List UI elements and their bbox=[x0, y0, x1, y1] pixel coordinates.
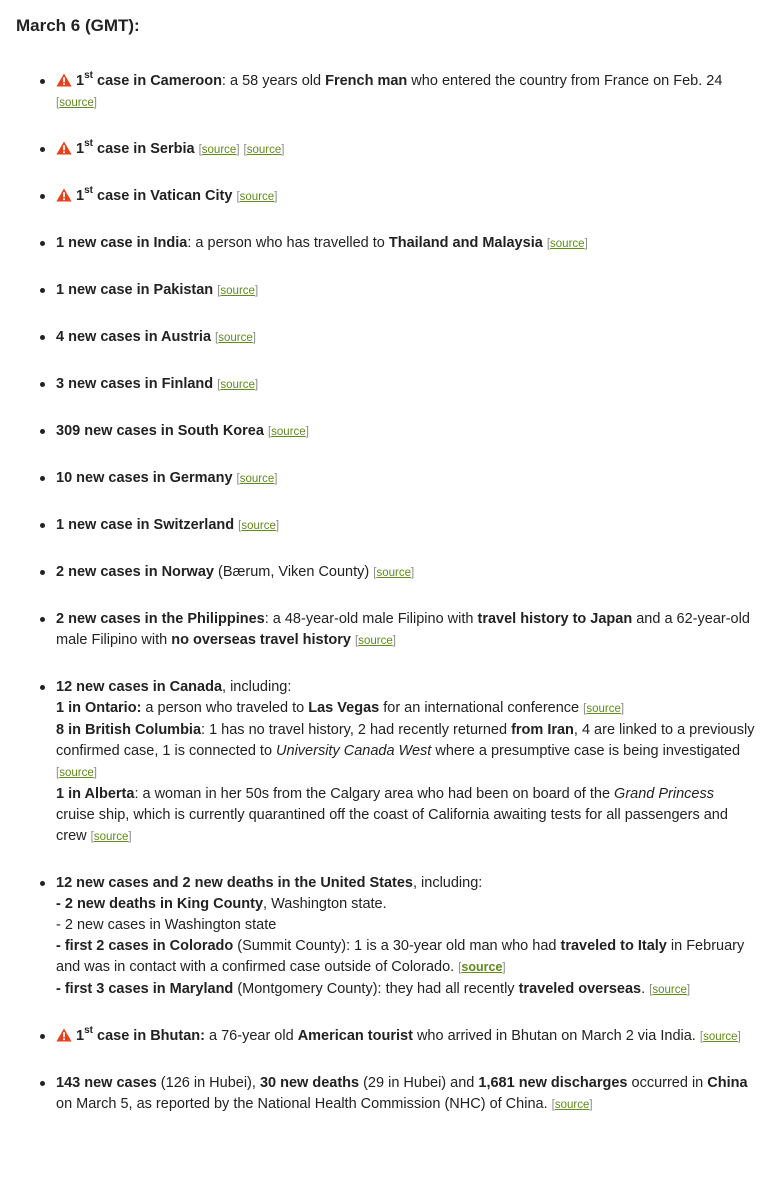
list-item-finland: 3 new cases in Finland [source] bbox=[56, 374, 756, 396]
us-maryland-line: - first 3 cases in Maryland (Montgomery County): they had all recently traveled overseas. [source] bbox=[56, 981, 691, 997]
list-item-switzerland: 1 new case in Switzerland [source] bbox=[56, 515, 756, 537]
list-item-austria: 4 new cases in Austria [source] bbox=[56, 327, 756, 349]
warning-icon bbox=[56, 73, 72, 87]
source-link[interactable]: source bbox=[376, 567, 411, 579]
canada-bc-line: 8 in British Columbia: 1 has no travel history, 2 had recently returned from Iran, 4 are linked to a previously confirmed case, 1 is connected to University Canada West where a presumptive case is being investigated [source] bbox=[56, 722, 755, 779]
source-link[interactable]: source bbox=[461, 960, 503, 974]
source-link[interactable]: source bbox=[550, 238, 585, 250]
source-link[interactable]: source bbox=[239, 191, 275, 203]
list-item-china: 143 new cases (126 in Hubei), 30 new deaths (29 in Hubei) and 1,681 new discharges occurred in China on March 5, as reported by the National Health Commission (NHC) of China. [source] bbox=[56, 1073, 756, 1116]
source-link[interactable]: source bbox=[703, 1031, 738, 1043]
list-item-germany: 10 new cases in Germany [source] bbox=[56, 468, 756, 490]
us-colorado-line: - first 2 cases in Colorado (Summit County): 1 is a 30-year old man who had traveled to Italy in February and was in contact with a confirmed case outside of Colorado. [source] bbox=[56, 938, 745, 975]
source-link[interactable]: source bbox=[220, 379, 255, 391]
source-link-group: [source] bbox=[56, 97, 97, 109]
list-item-vatican: 1st case in Vatican City [source] bbox=[56, 186, 756, 208]
list-item-canada: 12 new cases in Canada, including: 1 in Ontario: a person who traveled to Las Vegas for an international conference [source] 8 in British Columbia: 1 has no travel history, 2 had recently returned from Iran, 4 are linked to a previously confirmed case, 1 is connected to University Canada West where a presumptive case is being investigated [source] 1 in Alberta: a woman in her 50s from the Calgary area who had been on board of the Grand Princess cruise ship, which is currently quarantined off the coast of California awaiting tests for all passengers and crew [source] bbox=[56, 677, 756, 848]
source-link[interactable]: source bbox=[201, 144, 237, 156]
source-link[interactable]: source bbox=[220, 285, 255, 297]
list-item-india: 1 new case in India: a person who has travelled to Thailand and Malaysia [source] bbox=[56, 233, 756, 255]
canada-ontario-line: 1 in Ontario: a person who traveled to Las Vegas for an international conference [source] bbox=[56, 700, 625, 716]
list-item-serbia: 1st case in Serbia [source] [source] bbox=[56, 139, 756, 161]
list-item-norway: 2 new cases in Norway (Bærum, Viken County) [source] bbox=[56, 562, 756, 584]
source-link[interactable]: source bbox=[59, 97, 94, 109]
source-link[interactable]: source bbox=[358, 635, 393, 647]
list-item-south-korea: 309 new cases in South Korea [source] bbox=[56, 421, 756, 443]
source-link[interactable]: source bbox=[246, 144, 282, 156]
source-link[interactable]: source bbox=[59, 767, 94, 779]
warning-icon bbox=[56, 141, 72, 155]
us-washington-line: - 2 new cases in Washington state bbox=[56, 917, 277, 933]
news-list bbox=[16, 71, 756, 1116]
source-link[interactable]: source bbox=[241, 520, 276, 532]
source-link[interactable]: source bbox=[93, 831, 129, 843]
warning-icon bbox=[56, 188, 72, 202]
source-link[interactable]: source bbox=[652, 984, 687, 996]
date-heading: March 6 (GMT): bbox=[16, 16, 140, 35]
us-king-county-line: - 2 new deaths in King County, Washington state. bbox=[56, 896, 387, 912]
list-item-philippines: 2 new cases in the Philippines: a 48-year-old male Filipino with travel history to Japan and a 62-year-old male Filipino with no overseas travel history [source] bbox=[56, 609, 756, 652]
source-link[interactable]: source bbox=[271, 426, 306, 438]
source-link[interactable]: source bbox=[239, 473, 275, 485]
list-item-pakistan: 1 new case in Pakistan [source] bbox=[56, 280, 756, 302]
list-item-united-states: 12 new cases and 2 new deaths in the United States, including: - 2 new deaths in King County, Washington state. - 2 new cases in Washington state - first 2 cases in Colorado (Summit County): 1 is a 30-year old man who had traveled to Italy in February and was in contact with a confirmed case outside of Colorado. [source] - first 3 cases in Maryland (Montgomery County): they had all recently traveled overseas. [source] bbox=[56, 873, 756, 1001]
warning-icon bbox=[56, 1028, 72, 1042]
source-link[interactable]: source bbox=[554, 1099, 590, 1111]
canada-alberta-line: 1 in Alberta: a woman in her 50s from the Calgary area who had been on board of the Grand Princess cruise ship, which is currently quarantined off the coast of California awaiting tests for all passengers and crew [source] bbox=[56, 786, 728, 844]
source-link[interactable]: source bbox=[586, 703, 621, 715]
list-item-cameroon: 1st case in Cameroon: a 58 years old French man who entered the country from France on Feb. 24 [source] bbox=[56, 71, 756, 114]
source-link[interactable]: source bbox=[218, 332, 253, 344]
list-item-bhutan: 1st case in Bhutan: a 76-year old American tourist who arrived in Bhutan on March 2 via India. [source] bbox=[56, 1026, 756, 1048]
